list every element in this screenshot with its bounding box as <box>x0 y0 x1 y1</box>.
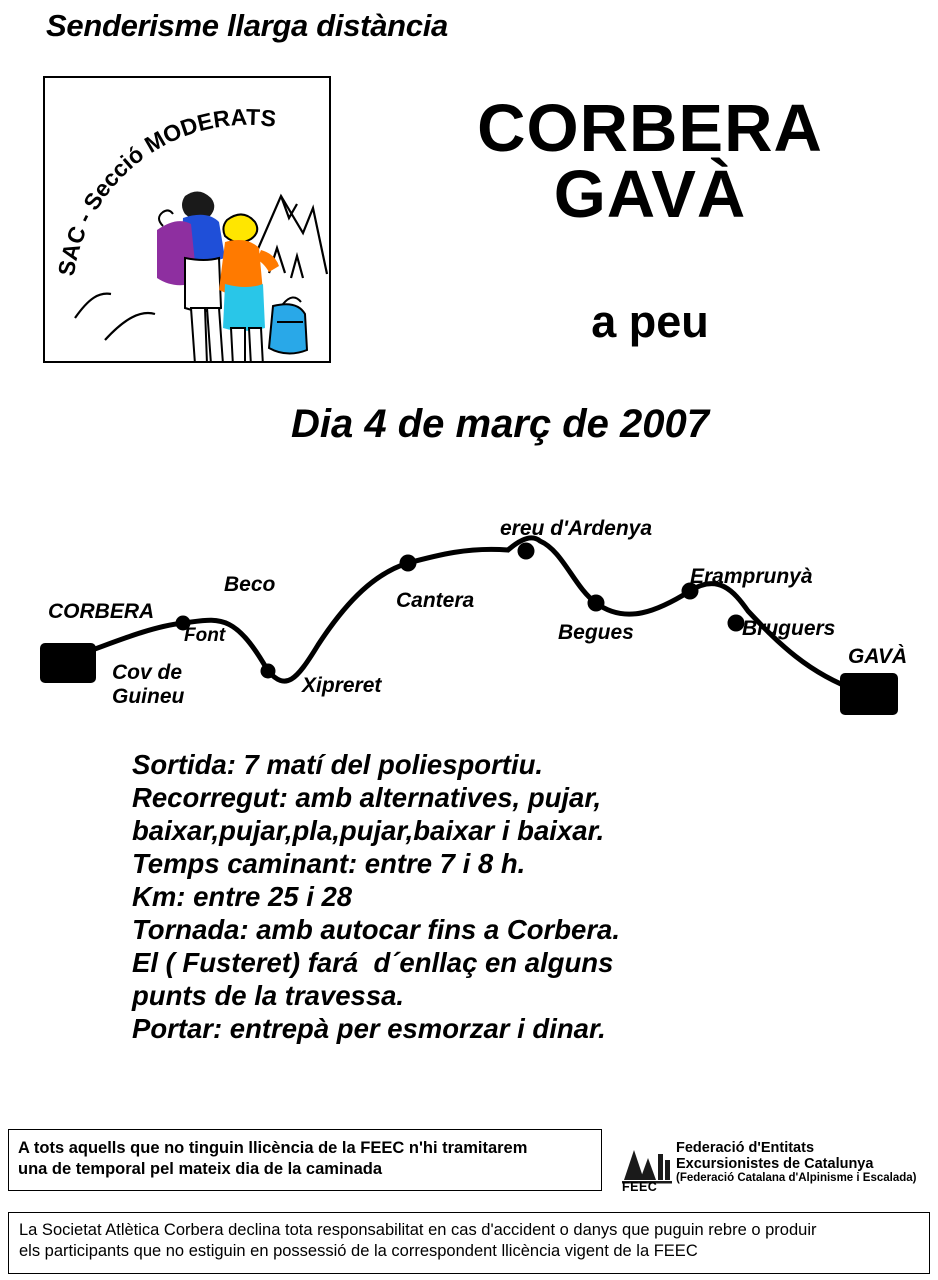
detail-line-4: Temps caminant: entre 7 i 8 h. <box>132 848 526 879</box>
license-note-line-2: una de temporal pel mateix dia de la caminada <box>18 1159 383 1178</box>
hikers-drawing-icon <box>45 78 329 361</box>
label-cantera: Cantera <box>396 589 475 612</box>
detail-line-7: El ( Fusteret) fará d´enllaç en alguns <box>132 947 614 978</box>
detail-line-6: Tornada: amb autocar fins a Corbera. <box>132 914 620 945</box>
feec-line-1: Federació d'Entitats <box>676 1140 815 1156</box>
title-line-2: GAVÀ <box>553 156 747 232</box>
label-bruguers: Bruguers <box>742 617 836 640</box>
disclaimer-line-1: La Societat Atlètica Corbera declina tota responsabilitat en cas d'accident o danys que puguin rebre o produir <box>19 1221 817 1239</box>
profile-end-block <box>840 673 898 715</box>
label-begues: Begues <box>558 621 634 644</box>
page-kicker: Senderisme llarga distància <box>46 8 448 43</box>
label-beco: Beco <box>224 573 276 596</box>
label-cov-de: Cov de <box>112 661 183 684</box>
profile-node-ardenya <box>518 543 535 560</box>
profile-node-cantera <box>400 555 417 572</box>
detail-line-9: Portar: entrepà per esmorzar i dinar. <box>132 1013 606 1044</box>
profile-node-xipreret <box>261 664 276 679</box>
feec-logo-block <box>620 1140 930 1200</box>
detail-line-8: punts de la travessa. <box>132 980 405 1011</box>
detail-line-3: baixar,pujar,pla,pujar,baixar i baixar. <box>132 815 605 846</box>
feec-line-3: (Federació Catalana d'Alpinisme i Escalada) <box>676 1172 917 1185</box>
feec-line-2: Excursionistes de Catalunya <box>676 1156 874 1173</box>
label-corbera: CORBERA <box>48 600 155 623</box>
profile-node-begues <box>588 595 605 612</box>
label-ardenya: ereu d'Ardenya <box>500 517 653 540</box>
label-xipreret: Xipreret <box>302 674 382 697</box>
profile-start-block <box>40 643 96 683</box>
label-eramprunya: Eramprunyà <box>690 565 813 588</box>
feec-wordmark: FEEC <box>622 1180 658 1194</box>
label-guineu: Guineu <box>112 685 185 708</box>
detail-line-5: Km: entre 25 i 28 <box>132 881 353 912</box>
club-logo-box <box>43 76 331 363</box>
title-date: Dia 4 de març de 2007 <box>290 402 710 446</box>
detail-line-2: Recorregut: amb alternatives, pujar, <box>132 782 602 813</box>
label-gava: GAVÀ <box>848 645 908 668</box>
walk-details <box>132 748 832 1045</box>
route-profile-diagram <box>18 495 928 730</box>
detail-line-1: Sortida: 7 matí del poliesportiu. <box>132 749 544 780</box>
license-note-line-1: A tots aquells que no tinguin llicència de la FEEC n'hi tramitarem <box>18 1139 528 1157</box>
page-title <box>380 91 920 232</box>
title-mode: a peu <box>591 296 709 347</box>
disclaimer-line-2: els participants que no estiguin en possessió de la correspondent llicència vigent de la FEEC <box>19 1242 698 1261</box>
license-note-box <box>8 1129 602 1191</box>
label-font: Font <box>184 625 226 646</box>
logo-arc-text: SAC - Secció MODERATS <box>52 103 278 278</box>
title-line-1: CORBERA <box>477 91 823 166</box>
disclaimer-box <box>8 1212 930 1274</box>
